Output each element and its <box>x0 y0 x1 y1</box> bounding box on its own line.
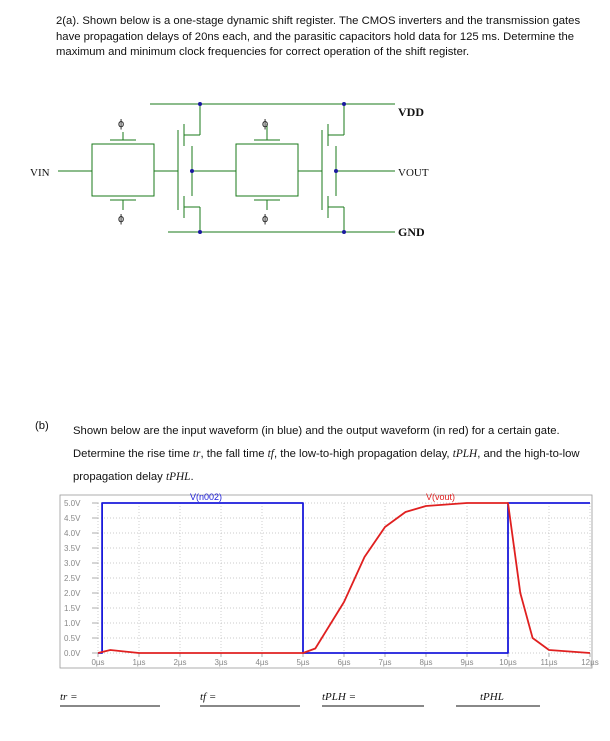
problem-b-label: (b) <box>35 420 49 432</box>
y-tick-label: 2.0V <box>64 589 81 598</box>
tf-symbol: tf <box>267 448 274 460</box>
legend-vout: V(vout) <box>426 492 456 502</box>
y-tick-label: 1.0V <box>64 619 81 628</box>
x-tick-label: 6µs <box>337 658 351 667</box>
x-tick-label: 4µs <box>255 658 269 667</box>
problem-b-text-2: , the fall time <box>200 448 268 460</box>
y-tick-label: 3.0V <box>64 559 81 568</box>
x-tick-label: 1µs <box>132 658 146 667</box>
problem-a-text: Shown below is a one-stage dynamic shift register. The CMOS inverters and the transmission gates have propagation delays of 20ns each, and the parasitic capacitors hold data for 125 ms. Determine the maximum and minimum clock frequencies for correct operation of the shift register. <box>56 15 581 58</box>
x-tick-label: 0µs <box>91 658 105 667</box>
tf-answer-label: tf = <box>200 691 217 703</box>
phi-tg1-bottom: ϕ <box>118 213 125 225</box>
y-tick-label: 5.0V <box>64 499 81 508</box>
problem-b-text-5: . <box>190 471 194 483</box>
x-tick-label: 12µs <box>581 658 599 667</box>
tplh-symbol: tPLH <box>452 448 478 460</box>
phi-tg2-top: ϕ <box>262 118 269 130</box>
x-tick-label: 5µs <box>296 658 310 667</box>
y-tick-label: 4.5V <box>64 514 81 523</box>
y-tick-label: 4.0V <box>64 529 81 538</box>
vout-label: VOUT <box>398 167 429 179</box>
problem-a-label: 2(a). <box>56 15 80 27</box>
x-tick-label: 11µs <box>540 658 558 667</box>
problem-b-text-4: , and the high-to-low propagation delay <box>73 448 580 483</box>
tphl-answer-label: tPHL <box>480 691 504 703</box>
phi-tg2-bottom: ϕ <box>262 213 269 225</box>
x-tick-label: 7µs <box>378 658 392 667</box>
phi-tg1-top: ϕ <box>118 118 125 130</box>
tr-answer-label: tr = <box>60 691 78 703</box>
legend-vn002: V(n002) <box>190 492 223 502</box>
x-tick-label: 2µs <box>173 658 187 667</box>
y-tick-label: 3.5V <box>64 544 81 553</box>
x-tick-label: 3µs <box>214 658 228 667</box>
tr-symbol: tr <box>192 448 201 460</box>
y-tick-label: 1.5V <box>64 604 81 613</box>
problem-b-text-1: Shown below are the input waveform (in blue) and the output waveform (in red) for a certain gate. Determine the rise time <box>73 425 560 460</box>
vdd-label: VDD <box>398 105 424 119</box>
tplh-answer-label: tPLH = <box>322 691 357 703</box>
y-tick-label: 0.0V <box>64 649 81 658</box>
y-tick-label: 2.5V <box>64 574 81 583</box>
y-tick-label: 0.5V <box>64 634 81 643</box>
gnd-label: GND <box>398 225 425 239</box>
x-tick-label: 8µs <box>419 658 433 667</box>
vin-label: VIN <box>30 167 50 179</box>
problem-b-text-3: , the low-to-high propagation delay, <box>273 448 453 460</box>
x-tick-label: 10µs <box>499 658 517 667</box>
tphl-symbol: tPHL <box>165 471 191 483</box>
x-tick-label: 9µs <box>460 658 474 667</box>
